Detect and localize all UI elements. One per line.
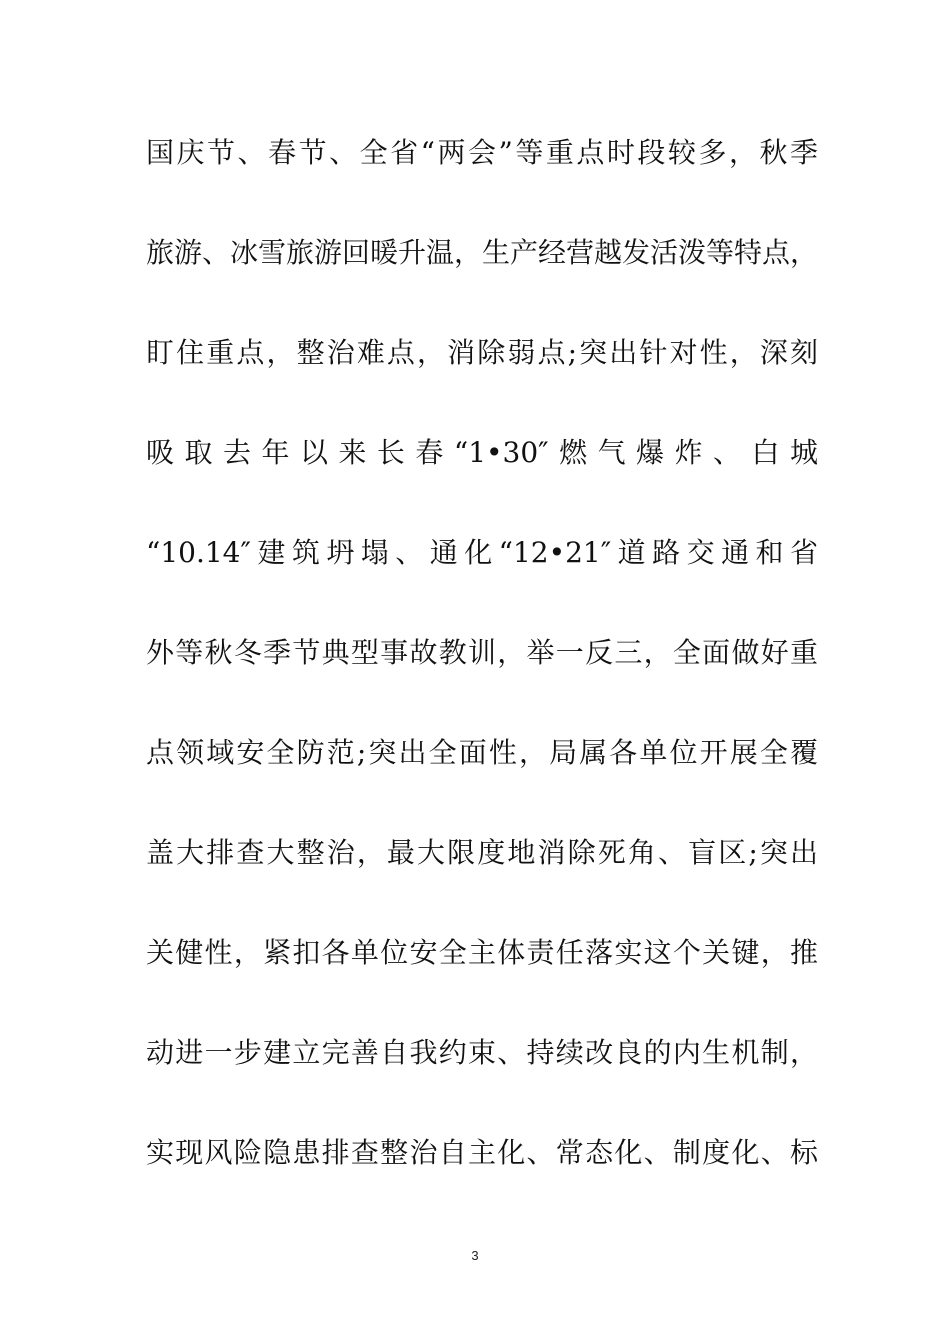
text-line: 盯住重点，整治难点，消除弱点;突出针对性，深刻: [146, 336, 818, 369]
text-line: “10.14″建筑坍塌、通化“12•21″道路交通和省: [146, 536, 818, 569]
text-line: 实现风险隐患排查整治自主化、常态化、制度化、标: [146, 1136, 818, 1169]
text-line: 国庆节、春节、全省“两会”等重点时段较多，秋季: [146, 136, 818, 169]
text-line: 动进一步建立完善自我约束、持续改良的内生机制，: [146, 1036, 818, 1069]
page-number: 3: [471, 1248, 479, 1263]
body-text: [146, 128, 818, 1228]
text-line: 旅游、冰雪旅游回暖升温，生产经营越发活泼等特点，: [146, 236, 818, 269]
text-line: 点领域安全防范;突出全面性，局属各单位开展全覆: [146, 736, 818, 769]
text-line: 关健性，紧扣各单位安全主体责任落实这个关键，推: [146, 936, 818, 969]
text-line: 吸取去年以来长春“1•30″燃气爆炸、白城: [146, 436, 818, 469]
text-line: 外等秋冬季节典型事故教训，举一反三，全面做好重: [146, 636, 818, 669]
text-line: 盖大排查大整治，最大限度地消除死角、盲区;突出: [146, 836, 818, 869]
